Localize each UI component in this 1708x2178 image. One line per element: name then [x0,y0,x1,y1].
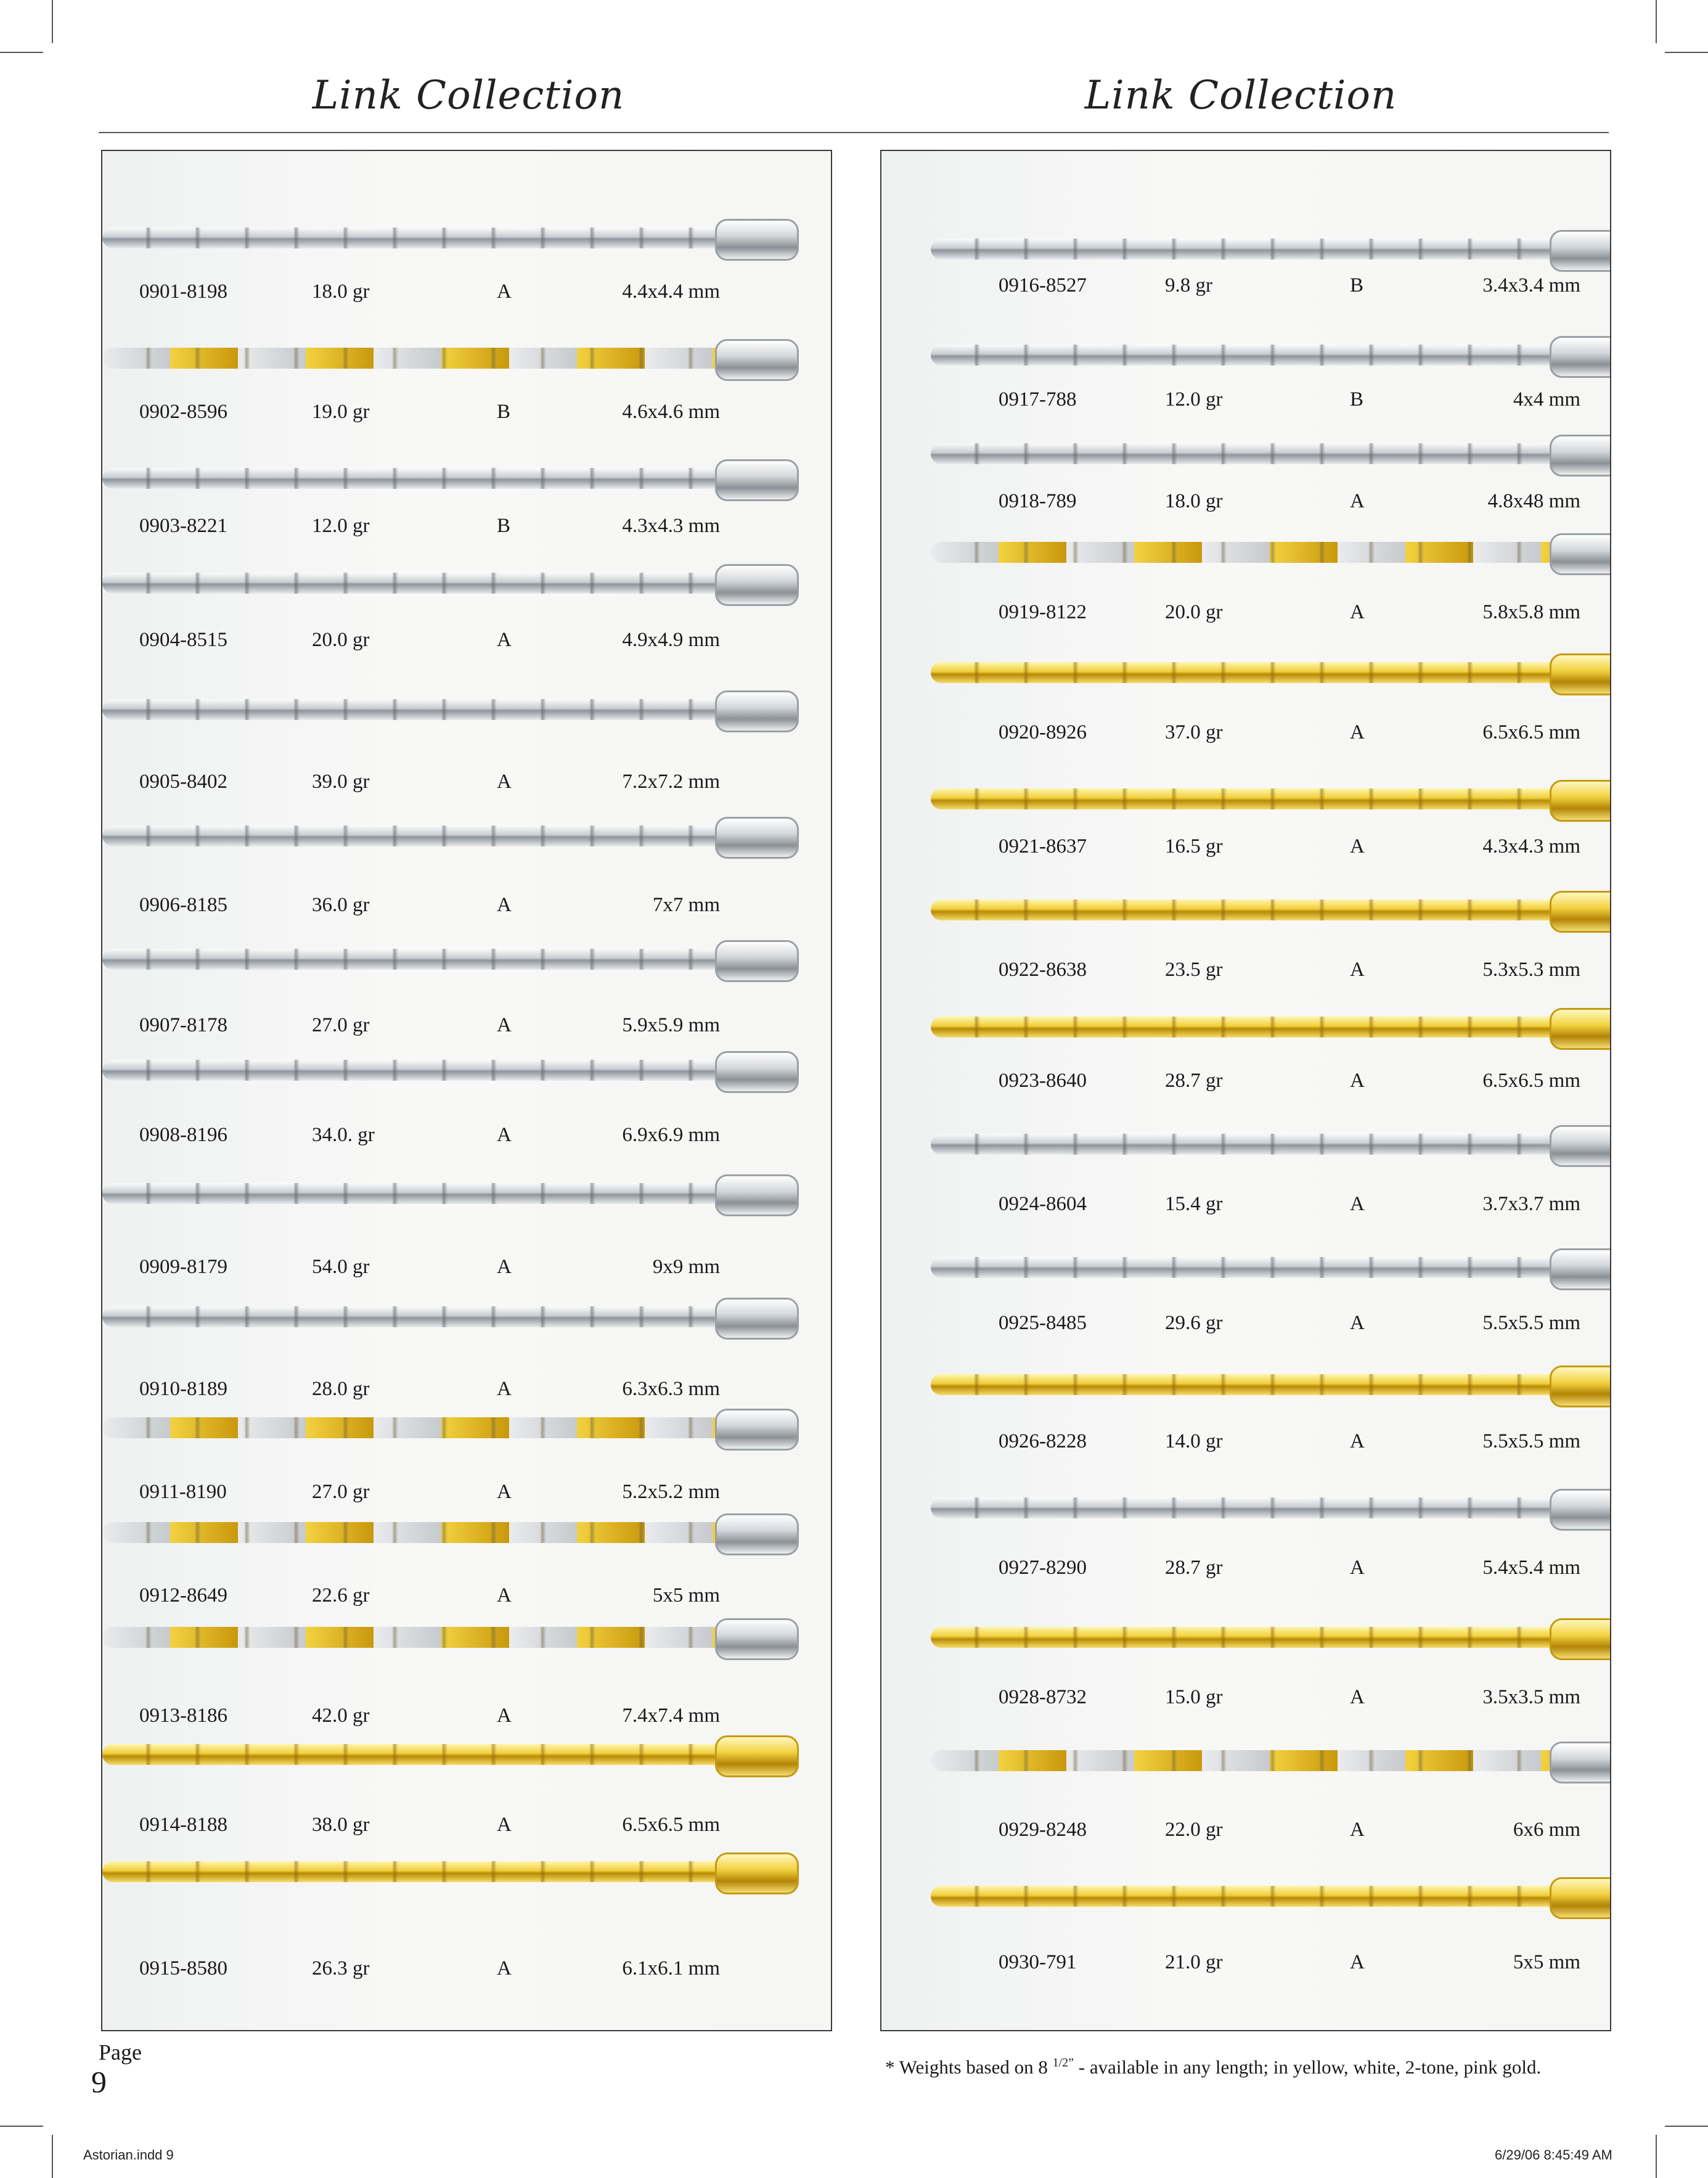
chain-photo [931,533,1611,571]
item-size: 3.7x3.7 mm [1482,1193,1580,1215]
item-weight: 18.0 gr [1165,490,1223,512]
lobster-clasp [1550,336,1611,378]
lobster-clasp [715,1051,799,1093]
chain-links [931,345,1559,366]
item-code: 0917-788 [999,388,1077,411]
lobster-clasp [715,1735,799,1777]
item-code: 0925-8485 [999,1312,1087,1334]
item-weight: 39.0 gr [312,771,370,793]
item-grade: B [497,515,511,537]
item-weight: 20.0 gr [312,629,370,651]
item-grade: A [497,1014,512,1036]
item-code: 0908-8196 [139,1124,227,1146]
lobster-clasp [1550,1618,1611,1660]
lobster-clasp [1550,1742,1611,1783]
item-code: 0916-8527 [999,274,1087,297]
item-size: 3.5x3.5 mm [1482,1686,1580,1708]
crop-mark [1665,52,1708,53]
item-weight: 26.3 gr [312,1957,370,1979]
chain-links [102,1861,725,1882]
header-rule [99,132,1609,133]
footnote-text-end: - available in any length; in yellow, white, 2-tone, pink gold. [1074,2056,1542,2078]
chain-links [931,1627,1559,1648]
item-weight: 36.0 gr [312,894,370,916]
item-weight: 15.0 gr [1165,1686,1223,1708]
chain-links [102,1183,725,1204]
lobster-clasp [715,219,799,261]
lobster-clasp [715,339,799,381]
lobster-clasp [715,1513,799,1555]
slug-file-name: Astorian.indd 9 [83,2147,174,2163]
item-size: 5.4x5.4 mm [1482,1557,1580,1579]
chain-photo [931,780,1611,818]
lobster-clasp [715,690,799,732]
chain-links [102,227,725,248]
chain-links [931,542,1559,563]
item-code: 0928-8732 [999,1686,1087,1708]
item-grade: A [1350,1819,1365,1841]
item-code: 0906-8185 [139,894,227,916]
chain-photo [102,940,799,978]
chain-links [102,949,725,970]
chain-links [931,1497,1559,1518]
page-number: 9 [91,2065,107,2099]
item-code: 0911-8190 [139,1481,227,1503]
lobster-clasp [715,1618,799,1660]
chain-links [102,825,725,846]
item-weight: 12.0 gr [312,515,370,537]
item-size: 5.3x5.3 mm [1482,959,1580,981]
item-code: 0915-8580 [139,1957,227,1979]
chain-photo [102,564,799,602]
item-weight: 22.6 gr [312,1584,370,1607]
lobster-clasp [715,459,799,501]
item-grade: A [497,1705,512,1727]
chain-photo [102,219,799,257]
item-grade: A [1350,1312,1365,1334]
left-catalog-panel [101,150,832,2031]
item-code: 0923-8640 [999,1070,1087,1092]
item-size: 5.5x5.5 mm [1482,1312,1580,1334]
item-weight: 18.0 gr [312,280,370,303]
chain-photo [102,339,799,377]
item-grade: B [497,401,511,423]
chain-photo [931,1618,1611,1656]
item-grade: A [497,1957,512,1979]
item-code: 0922-8638 [999,959,1087,981]
lobster-clasp [715,1409,799,1451]
lobster-clasp [1550,1248,1611,1290]
chain-photo [931,336,1611,374]
chain-photo [102,817,799,855]
item-size: 5x5 mm [1513,1951,1580,1973]
item-grade: A [497,1124,512,1146]
item-code: 0927-8290 [999,1557,1087,1579]
footnote-superscript: 1/2” [1052,2056,1074,2070]
item-weight: 29.6 gr [1165,1312,1223,1334]
item-size: 5.9x5.9 mm [622,1014,720,1036]
chain-photo [102,1174,799,1213]
item-weight: 28.0 gr [312,1378,370,1400]
lobster-clasp [715,564,799,606]
chain-links [931,899,1559,920]
chain-photo [102,459,799,497]
lobster-clasp [1550,1877,1611,1919]
page-label: Page [99,2040,142,2065]
item-code: 0929-8248 [999,1819,1087,1841]
item-size: 5.5x5.5 mm [1482,1430,1580,1452]
item-weight: 37.0 gr [1165,721,1223,743]
crop-mark [52,0,53,43]
item-code: 0901-8198 [139,280,227,303]
chain-links [931,1134,1559,1155]
item-weight: 34.0. gr [312,1124,375,1146]
chain-links [102,699,725,720]
chain-links [102,1522,725,1543]
lobster-clasp [715,1853,799,1894]
item-weight: 14.0 gr [1165,1430,1223,1452]
chain-photo [931,1248,1611,1287]
item-size: 4.3x4.3 mm [622,515,720,537]
item-grade: A [1350,1193,1365,1215]
item-code: 0914-8188 [139,1814,227,1836]
chain-links [102,1417,725,1438]
item-size: 6x6 mm [1513,1819,1580,1841]
right-page-title: Link Collection [1084,73,1397,118]
item-code: 0903-8221 [139,515,227,537]
chain-photo [102,1298,799,1336]
lobster-clasp [715,940,799,982]
chain-photo [931,1742,1611,1780]
item-code: 0920-8926 [999,721,1087,743]
slug-timestamp: 6/29/06 8:45:49 AM [1495,2147,1612,2163]
lobster-clasp [715,817,799,859]
crop-mark [0,2126,43,2127]
chain-photo [931,653,1611,692]
item-weight: 22.0 gr [1165,1819,1223,1841]
item-code: 0921-8637 [999,835,1087,858]
item-size: 6.5x6.5 mm [1482,721,1580,743]
chain-links [931,788,1559,809]
item-size: 3.4x3.4 mm [1482,274,1580,297]
chain-photo [931,230,1611,268]
chain-photo [931,891,1611,929]
chain-photo [102,690,799,729]
chain-photo [102,1853,799,1891]
item-weight: 15.4 gr [1165,1193,1223,1215]
chain-links [102,348,725,369]
crop-mark [1656,2135,1657,2178]
item-code: 0930-791 [999,1951,1077,1973]
lobster-clasp [1550,891,1611,933]
item-code: 0907-8178 [139,1014,227,1036]
item-code: 0910-8189 [139,1378,227,1400]
lobster-clasp [715,1298,799,1340]
item-grade: A [1350,490,1365,512]
chain-links [931,662,1559,683]
chain-links [931,1374,1559,1395]
item-grade: A [1350,1686,1365,1708]
lobster-clasp [1550,1125,1611,1167]
chain-photo [102,1618,799,1656]
item-grade: A [497,1814,512,1836]
item-code: 0909-8179 [139,1256,227,1278]
item-weight: 9.8 gr [1165,274,1212,297]
item-size: 6.5x6.5 mm [1482,1070,1580,1092]
chain-links [102,468,725,489]
chain-photo [102,1735,799,1774]
item-grade: A [1350,721,1365,743]
lobster-clasp [1550,230,1611,272]
lobster-clasp [1550,1489,1611,1531]
item-weight: 27.0 gr [312,1014,370,1036]
item-code: 0918-789 [999,490,1077,512]
item-size: 6.3x6.3 mm [622,1378,720,1400]
item-code: 0904-8515 [139,629,227,651]
item-weight: 38.0 gr [312,1814,370,1836]
item-size: 5.8x5.8 mm [1482,601,1580,623]
item-grade: A [1350,1951,1365,1973]
lobster-clasp [1550,780,1611,822]
chain-links [931,1257,1559,1278]
item-size: 4.8x48 mm [1487,490,1580,512]
weights-footnote [885,2056,1541,2078]
chain-photo [931,1008,1611,1046]
lobster-clasp [1550,435,1611,477]
item-grade: A [497,1378,512,1400]
lobster-clasp [1550,533,1611,575]
item-code: 0912-8649 [139,1584,227,1607]
chain-photo [102,1051,799,1089]
chain-photo [931,1489,1611,1527]
item-size: 6.9x6.9 mm [622,1124,720,1146]
crop-mark [1665,2126,1708,2127]
item-size: 4.9x4.9 mm [622,629,720,651]
chain-photo [931,1125,1611,1163]
item-size: 5x5 mm [652,1584,720,1607]
chain-links [102,1627,725,1648]
item-size: 7.4x7.4 mm [622,1705,720,1727]
crop-mark [1656,0,1657,43]
item-weight: 23.5 gr [1165,959,1223,981]
chain-photo [931,1365,1611,1404]
chain-links [102,573,725,594]
chain-photo [102,1513,799,1552]
item-weight: 42.0 gr [312,1705,370,1727]
item-grade: A [497,280,512,303]
item-weight: 19.0 gr [312,401,370,423]
chain-photo [931,435,1611,473]
item-grade: A [1350,1557,1365,1579]
item-size: 9x9 mm [652,1256,720,1278]
item-grade: A [1350,601,1365,623]
chain-links [931,1017,1559,1038]
item-weight: 54.0 gr [312,1256,370,1278]
item-size: 6.5x6.5 mm [622,1814,720,1836]
item-weight: 28.7 gr [1165,1557,1223,1579]
item-weight: 12.0 gr [1165,388,1223,411]
item-size: 7.2x7.2 mm [622,771,720,793]
item-code: 0924-8604 [999,1193,1087,1215]
lobster-clasp [1550,1365,1611,1407]
item-grade: A [1350,835,1365,858]
chain-links [931,239,1559,260]
item-grade: A [497,771,512,793]
chain-photo [102,1409,799,1447]
item-weight: 28.7 gr [1165,1070,1223,1092]
item-size: 5.2x5.2 mm [622,1481,720,1503]
item-grade: A [497,1256,512,1278]
item-weight: 16.5 gr [1165,835,1223,858]
chain-links [931,1750,1559,1771]
lobster-clasp [1550,653,1611,695]
item-code: 0919-8122 [999,601,1087,623]
item-grade: A [1350,959,1365,981]
chain-links [102,1306,725,1327]
item-grade: A [497,1584,512,1607]
item-size: 4.4x4.4 mm [622,280,720,303]
right-catalog-panel [880,150,1611,2031]
item-grade: A [497,894,512,916]
item-grade: A [1350,1070,1365,1092]
item-weight: 27.0 gr [312,1481,370,1503]
item-size: 6.1x6.1 mm [622,1957,720,1979]
chain-links [931,1886,1559,1907]
item-weight: 21.0 gr [1165,1951,1223,1973]
item-size: 4x4 mm [1513,388,1580,411]
lobster-clasp [1550,1008,1611,1050]
item-size: 7x7 mm [652,894,720,916]
lobster-clasp [715,1174,799,1216]
item-code: 0905-8402 [139,771,227,793]
item-code: 0902-8596 [139,401,227,423]
item-weight: 20.0 gr [1165,601,1223,623]
chain-photo [931,1877,1611,1915]
chain-links [931,443,1559,464]
item-code: 0926-8228 [999,1430,1087,1452]
crop-mark [0,52,43,53]
item-grade: B [1350,274,1364,297]
left-page-title: Link Collection [312,73,625,118]
item-grade: A [497,1481,512,1503]
crop-mark [52,2135,53,2178]
item-size: 4.6x4.6 mm [622,401,720,423]
item-code: 0913-8186 [139,1705,227,1727]
chain-links [102,1744,725,1765]
footnote-text-start: * Weights based on 8 [885,2056,1048,2078]
item-grade: A [1350,1430,1365,1452]
item-grade: B [1350,388,1364,411]
chain-links [102,1060,725,1081]
item-grade: A [497,629,512,651]
item-size: 4.3x4.3 mm [1482,835,1580,858]
